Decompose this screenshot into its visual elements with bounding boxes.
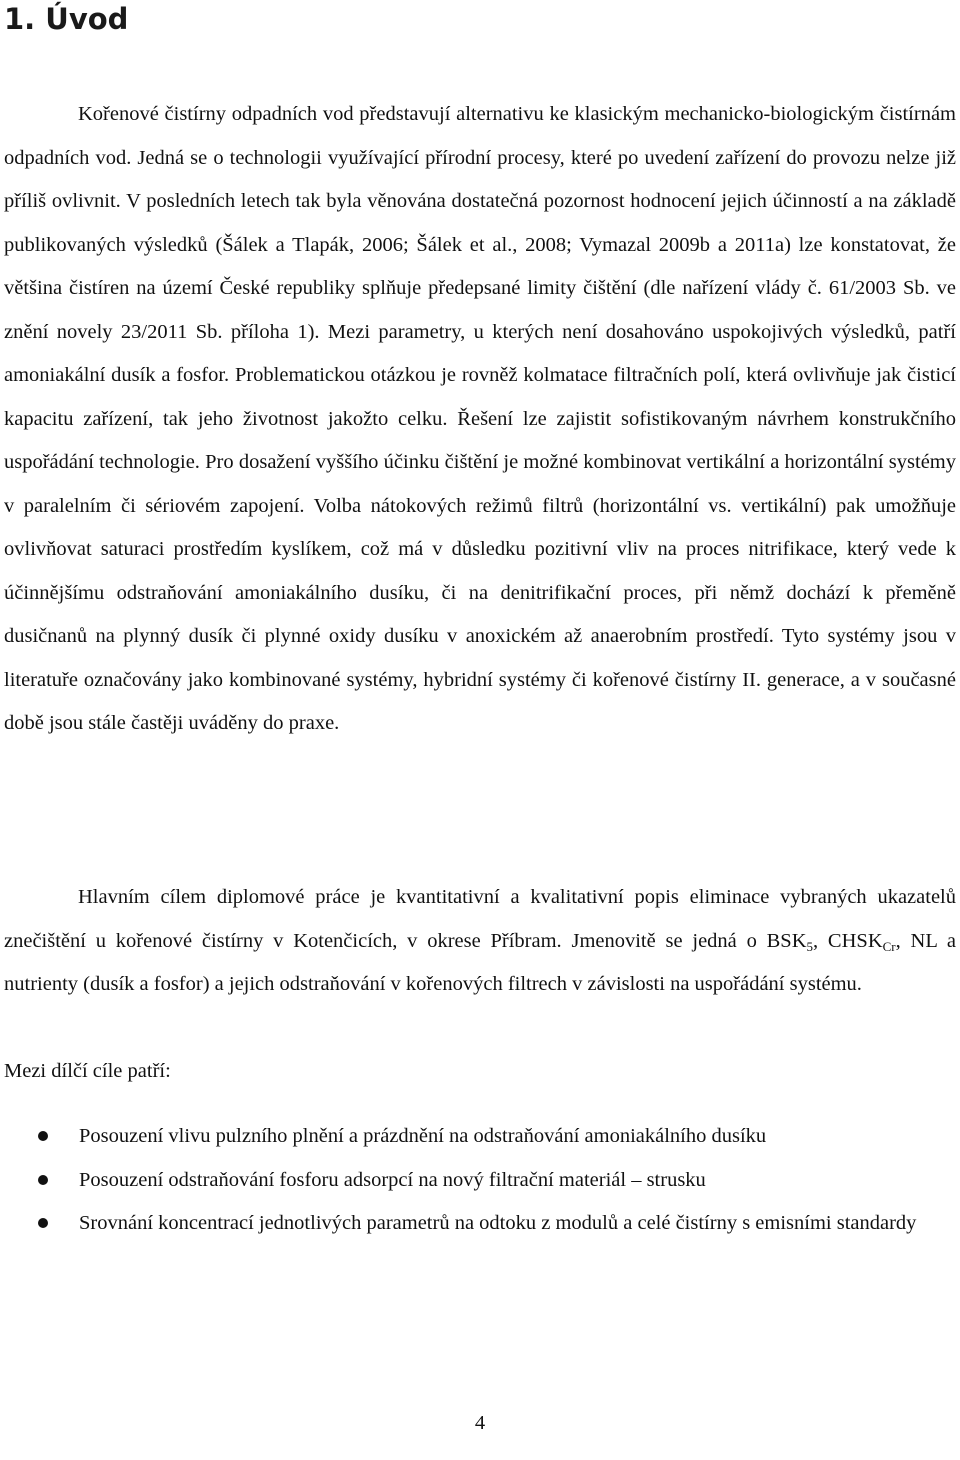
goal-text-part-2: , CHSK (813, 929, 883, 952)
list-item (4, 1159, 956, 1203)
page-number: 4 (474, 1412, 486, 1434)
bsk-subscript: 5 (806, 938, 814, 954)
list-item (4, 1202, 956, 1246)
list-item-text: Posouzení odstraňování fosforu adsorpcí na nový filtrační materiál – strusku (79, 1168, 706, 1191)
list-item (4, 1115, 956, 1159)
bullet-icon (38, 1175, 48, 1185)
chapter-heading: 1. Úvod (4, 2, 129, 36)
sub-goals-intro: Mezi dílčí cíle patří: (4, 1060, 171, 1082)
intro-paragraph: Kořenové čistírny odpadních vod představují alternativu ke klasickým mechanicko-biologickým čistírnám odpadních vod. Jedná se o technologii využívající přírodní procesy, které po uvedení zařízení do provozu nelze již příliš ovlivnit. V posledních letech tak byla věnována dostatečná pozornost hodnocení jejich účinností a na základě publikovaných výsledků (Šálek a Tlapák, 2006; Šálek et al., 2008; Vymazal 2009b a 2011a) lze konstatovat, že většina čistíren na území České republiky splňuje předepsané limity čištění (dle nařízení vlády č. 61/2003 Sb. ve znění novely 23/2011 Sb. příloha 1). Mezi parametry, u kterých není dosahováno uspokojivých výsledků, patří amoniakální dusík a fosfor. Problematickou otázkou je rovněž kolmatace filtračních polí, která ovlivňuje jak čisticí kapacitu zařízení, tak jeho životnost jakožto celku. Řešení lze zajistit sofistikovaným návrhem konstrukčního uspořádání technologie. Pro dosažení vyššího účinku čištění je možné kombinovat vertikální a horizontální systémy v paralelním či sériovém zapojení. Volba nátokových režimů filtrů (horizontální vs. vertikální) pak umožňuje ovlivňovat saturaci prostředím kyslíkem, což má v důsledku pozitivní vliv na proces nitrifikace, který vede k účinnějšímu odstraňování amoniakálního dusíku, či na denitrifikační proces, při němž dochází k přeměně dusičnanů na plynný dusík či plynné oxidy dusíku v anoxickém až anaerobním prostředí. Tyto systémy jsou v literatuře označovány jako kombinované systémy, hybridní systémy či kořenové čistírny II. generace, a v současné době jsou stále častěji uváděny do praxe. (4, 103, 956, 734)
goal-paragraph (4, 876, 956, 1007)
list-item-text: Srovnání koncentrací jednotlivých parametrů na odtoku z modulů a celé čistírny s emisními standardy (79, 1212, 917, 1234)
goal-text-part-3: , NL a nutrienty (dusík a fosfor) a jejich odstraňování v kořenových filtrech v závislosti na uspořádání systému. (4, 929, 957, 995)
list-item-text: Posouzení vlivu pulzního plnění a prázdnění na odstraňování amoniakálního dusíku (79, 1125, 767, 1147)
bullet-icon (38, 1131, 48, 1141)
goal-text-part-1: Hlavním cílem diplomové práce je kvantitativní a kvalitativní popis eliminace vybraných ukazatelů znečištění u kořenové čistírny v Kotenčicích, v okrese Příbram. Jmenovitě se jedná o BSK (4, 886, 956, 952)
sub-goals-list (4, 1115, 956, 1246)
chsk-subscript: Cr (882, 938, 896, 954)
bullet-icon (38, 1218, 48, 1228)
